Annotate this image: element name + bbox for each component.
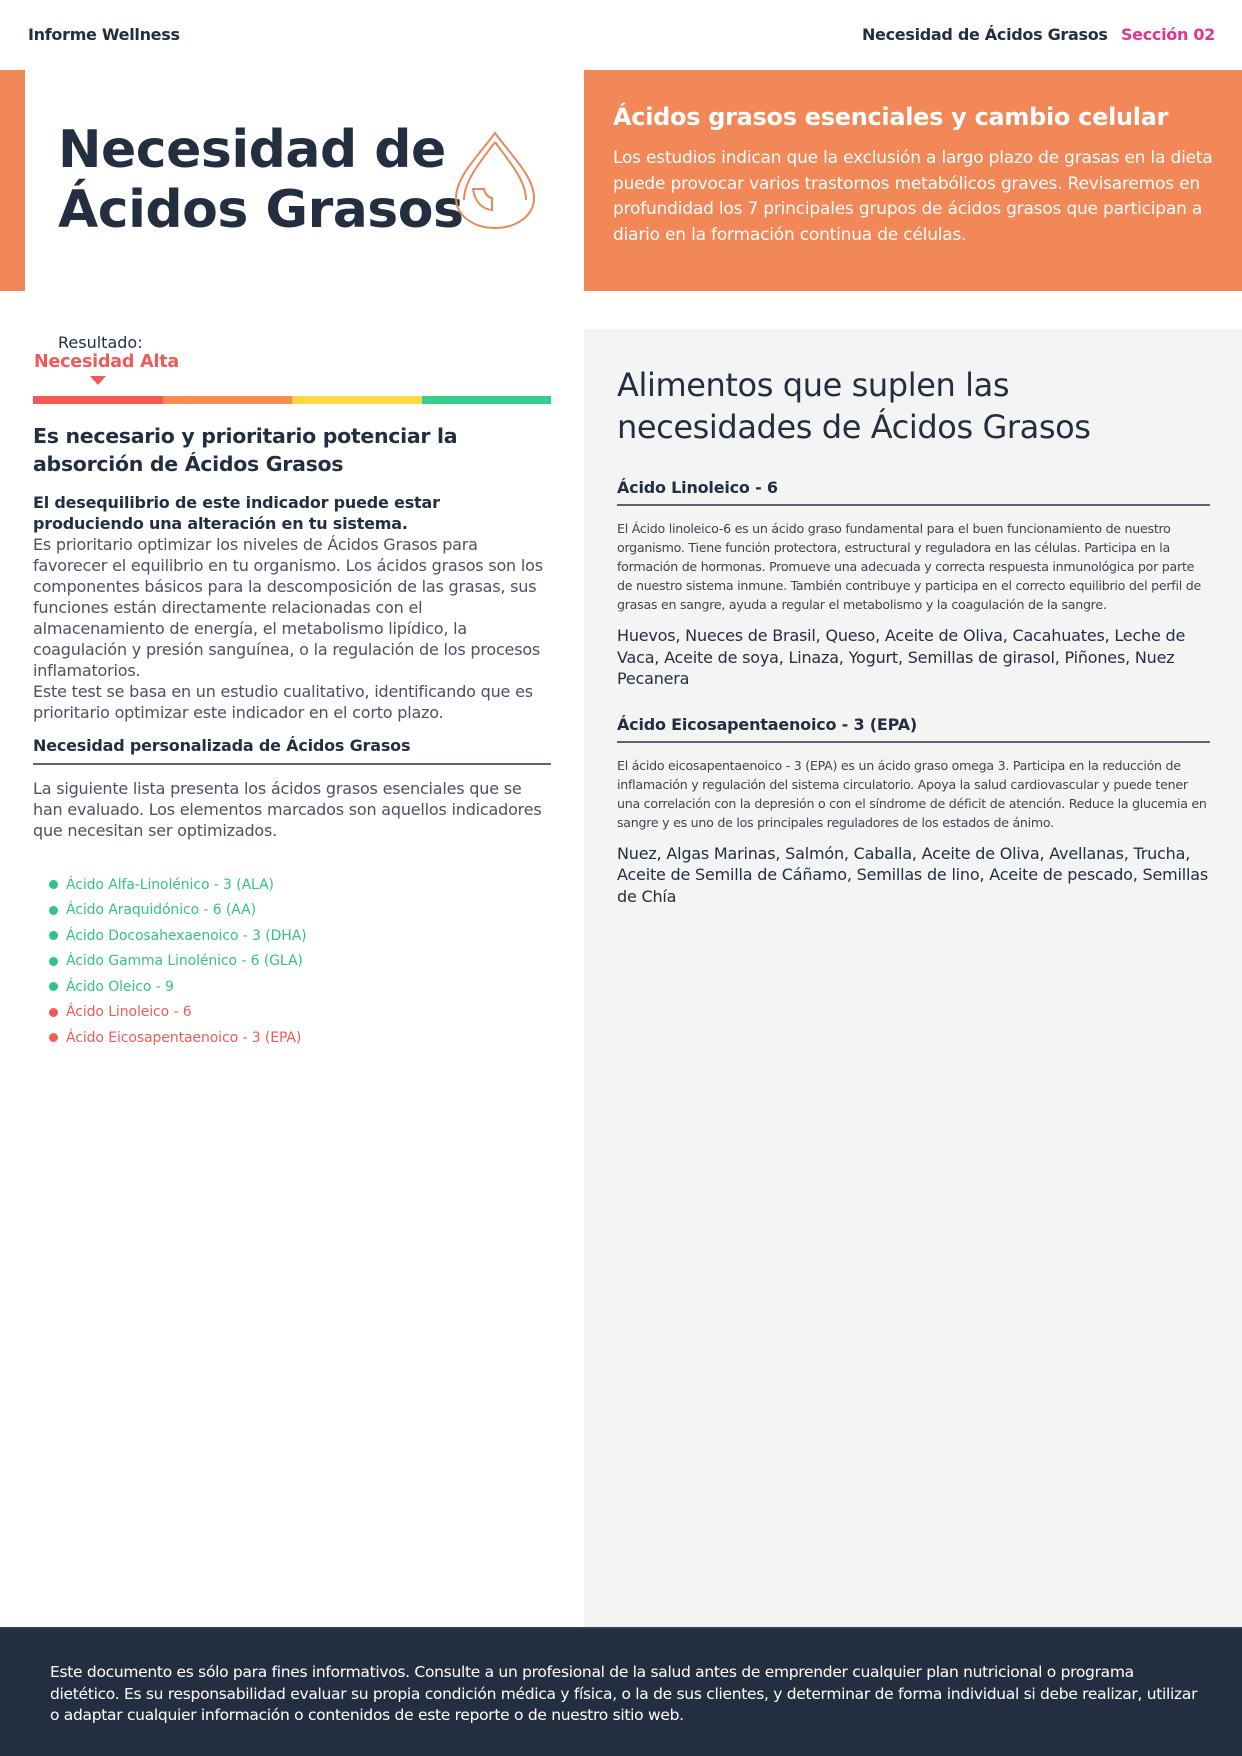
section-indicator	[862, 25, 1215, 44]
acid-list-item	[49, 872, 307, 898]
foods-title: Alimentos que suplen las necesidades de Ácidos Grasos	[617, 366, 1091, 446]
acid-list-item	[49, 949, 307, 975]
disclaimer-text: Este documento es sólo para fines informativos. Consulte a un profesional de la salud antes de emprender cualquier plan nutricional o programa dietético. Es su responsabilidad evaluar su propia condición médica y física, o la de sus clientes, y determinar de forma individual si debe realizar, utilizar o adaptar cualquier información o contenidos de este reporte o de nuestro sitio web.	[50, 1663, 1198, 1724]
status-dot-icon	[49, 982, 58, 991]
hero-accent-bar	[0, 70, 25, 291]
food-block-heading: Ácido Linoleico - 6	[617, 478, 1210, 506]
acid-list-item	[49, 1000, 307, 1026]
assessment-text	[33, 492, 551, 723]
personalized-heading: Necesidad personalizada de Ácidos Grasos	[33, 736, 551, 765]
intro-title: Ácidos grasos esenciales y cambio celular	[613, 103, 1169, 131]
status-dot-icon	[49, 1008, 58, 1017]
status-dot-icon	[49, 931, 58, 940]
food-block-heading: Ácido Eicosapentaenoico - 3 (EPA)	[617, 715, 1210, 743]
scale-segment-high	[33, 396, 163, 404]
page-title-line2: Ácidos Grasos	[58, 180, 464, 240]
foods-panel	[584, 329, 1242, 1627]
status-dot-icon	[49, 1033, 58, 1042]
acid-label: Ácido Gamma Linolénico - 6 (GLA)	[66, 953, 303, 970]
acid-label: Ácido Oleico - 9	[66, 978, 174, 995]
food-block-description: El ácido eicosapentaenoico - 3 (EPA) es un ácido graso omega 3. Participa en la reducción de inflamación y regulación del sistema circulatorio. Apoya la salud cardiovascular y puede tener una correlación con la depresión o con el síndrome de déficit de atención. Reduce la glucemia en sangre y es uno de los principales reguladores de los estados de ánimo.	[617, 757, 1207, 830]
acid-list-item	[49, 974, 307, 1000]
section-number: Sección 02	[1120, 25, 1215, 44]
food-block-description: El Ácido linoleico-6 es un ácido graso fundamental para el buen funcionamiento de nuestro organismo. Tiene función protectora, estructural y reguladora en las células. Participa en la formación de hormonas. Promueve una adecuada y correcta respuesta inmunológica por parte de nuestro sistema inmune. También contribuye y participa en el correcto equilibrio del perfil de grasas en sangre, ayuda a regular el metabolismo y la coagulación de la sangre.	[617, 521, 1201, 612]
acid-label: Ácido Alfa-Linolénico - 3 (ALA)	[66, 876, 274, 893]
scale-segment-low	[422, 396, 552, 404]
page-title	[58, 120, 463, 240]
page-title-line1: Necesidad de	[58, 120, 446, 180]
acid-list	[49, 872, 307, 1051]
page-footer	[0, 1627, 1242, 1756]
verdict-heading: Es necesario y prioritario potenciar la absorción de Ácidos Grasos	[33, 424, 458, 476]
section-title: Necesidad de Ácidos Grasos	[861, 25, 1108, 44]
status-dot-icon	[49, 906, 58, 915]
assessment-paragraph-1: Es prioritario optimizar los niveles de Ácidos Grasos para favorecer el equilibrio en tu organismo. Los ácidos grasos son los componentes básicos para la descomposición de las grasas, sus funciones están directamente relacionadas con el almacenamiento de energía, el metabolismo lipídico, la coagulación y presión sanguínea, o la regulación de los procesos inflamatorios.	[33, 535, 543, 680]
status-dot-icon	[49, 880, 58, 889]
intro-text: Los estudios indican que la exclusión a largo plazo de grasas en la dieta puede provocar varios trastornos metabólicos graves. Revisaremos en profundidad los 7 principales grupos de ácidos grasos que participan a diario en la formación continua de células.	[613, 148, 1213, 245]
status-dot-icon	[49, 957, 58, 966]
acid-label: Ácido Eicosapentaenoico - 3 (EPA)	[66, 1029, 302, 1046]
food-block-foods: Huevos, Nueces de Brasil, Queso, Aceite de Oliva, Cacahuates, Leche de Vaca, Aceite de soya, Linaza, Yogurt, Semillas de girasol, Piñones, Nuez Pecanera	[617, 626, 1186, 688]
food-block-foods: Nuez, Algas Marinas, Salmón, Caballa, Aceite de Oliva, Avellanas, Trucha, Aceite de Semilla de Cáñamo, Semillas de lino, Aceite de pescado, Semillas de Chía	[617, 843, 1208, 906]
assessment-paragraph-2: Este test se basa en un estudio cualitativo, identificando que es prioritario optimizar este indicador en el corto plazo.	[33, 682, 533, 722]
acid-list-item	[49, 898, 307, 924]
food-block-linoleic	[617, 478, 1210, 690]
acid-label: Ácido Araquidónico - 6 (AA)	[66, 902, 256, 919]
result-value: Necesidad Alta	[34, 352, 180, 372]
acid-label: Ácido Linoleico - 6	[66, 1004, 192, 1021]
personalized-text: La siguiente lista presenta los ácidos grasos esenciales que se han evaluado. Los elementos marcados son aquellos indicadores que necesitan ser optimizados.	[33, 779, 542, 840]
scale-segment-medium-high	[163, 396, 293, 404]
result-marker-icon	[90, 376, 106, 385]
acid-list-item	[49, 1025, 307, 1051]
oil-drop-icon	[452, 130, 538, 230]
result-scale	[33, 396, 551, 404]
assessment-lead: El desequilibrio de este indicador puede estar produciendo una alteración en tu sistema.	[33, 493, 440, 533]
page-header	[0, 0, 1242, 70]
food-block-epa	[617, 715, 1210, 908]
acid-list-item	[49, 923, 307, 949]
result-label: Resultado:	[58, 333, 143, 352]
scale-segment-medium	[292, 396, 422, 404]
acid-label: Ácido Docosahexaenoico - 3 (DHA)	[66, 927, 307, 944]
brand-name: Informe Wellness	[28, 25, 180, 44]
intro-panel	[584, 70, 1242, 291]
